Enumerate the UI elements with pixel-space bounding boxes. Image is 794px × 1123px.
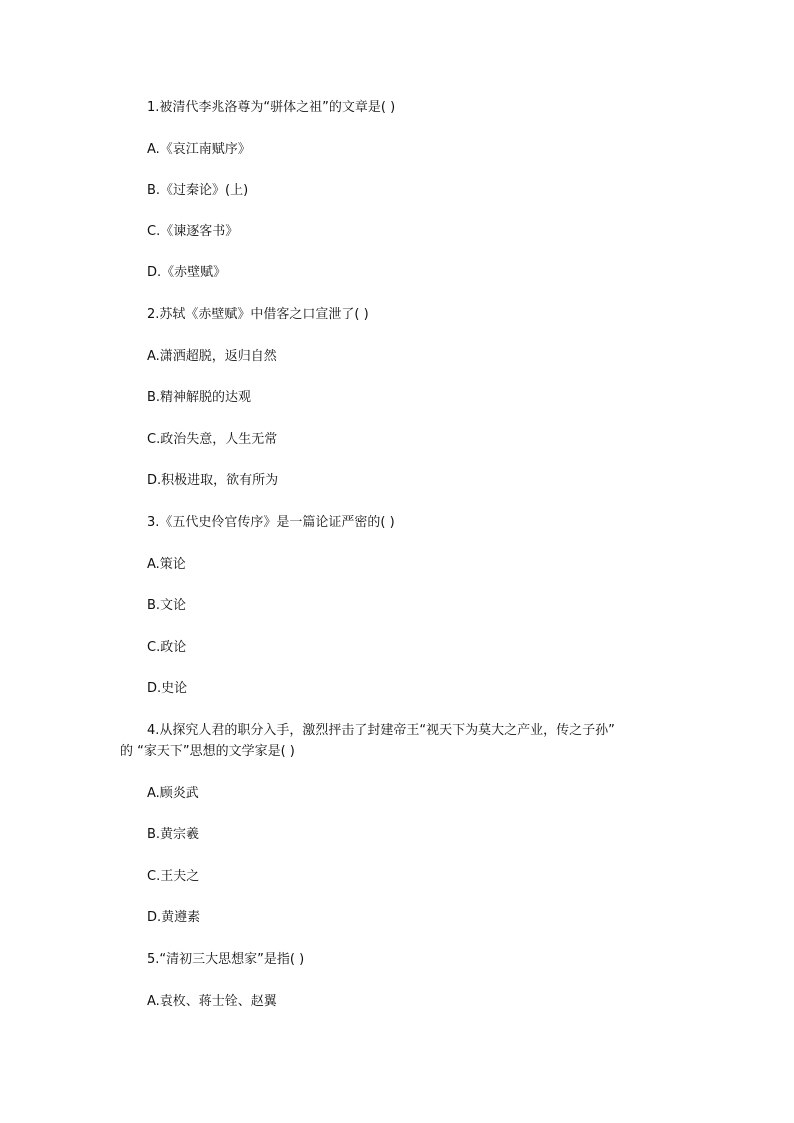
question-4-stem-line1: 4.从探究人君的职分入手，激烈抨击了封建帝王“视天下为莫大之产业，传之子孙” (147, 723, 615, 738)
question-1-option-a: A.《哀江南赋序》 (147, 142, 251, 157)
question-2-option-d: D.积极进取，欲有所为 (147, 473, 279, 488)
question-4-stem-line2: 的 “家天下”思想的文学家是( ) (120, 744, 295, 759)
question-5-option-a: A.袁枚、蒋士铨、赵翼 (147, 994, 277, 1009)
question-1-option-b: B.《过秦论》(上) (147, 183, 249, 198)
question-5-stem: 5.“清初三大思想家”是指( ) (147, 952, 305, 967)
question-4-option-b: B.黄宗羲 (147, 827, 200, 842)
question-2-option-a: A.潇洒超脱，返归自然 (147, 349, 277, 364)
question-1-stem: 1.被清代李兆洛尊为“骈体之祖”的文章是( ) (147, 100, 396, 115)
question-1-option-c: C.《谏逐客书》 (147, 224, 239, 239)
question-2-option-c: C.政治失意，人生无常 (147, 432, 278, 447)
question-4-option-a: A.顾炎武 (147, 786, 199, 801)
question-2-stem: 2.苏轼《赤壁赋》中借客之口宣泄了( ) (147, 307, 369, 322)
question-2-option-b: B.精神解脱的达观 (147, 390, 252, 405)
question-1-option-d: D.《赤壁赋》 (147, 265, 227, 280)
question-3-option-b: B.文论 (147, 598, 187, 613)
question-3-option-a: A.策论 (147, 557, 186, 572)
question-4-option-d: D.黄遵素 (147, 910, 201, 925)
question-3-stem: 3.《五代史伶官传序》是一篇论证严密的( ) (147, 515, 395, 530)
question-3-option-d: D.史论 (147, 681, 188, 696)
question-4-option-c: C.王夫之 (147, 869, 200, 884)
question-3-option-c: C.政论 (147, 640, 187, 655)
